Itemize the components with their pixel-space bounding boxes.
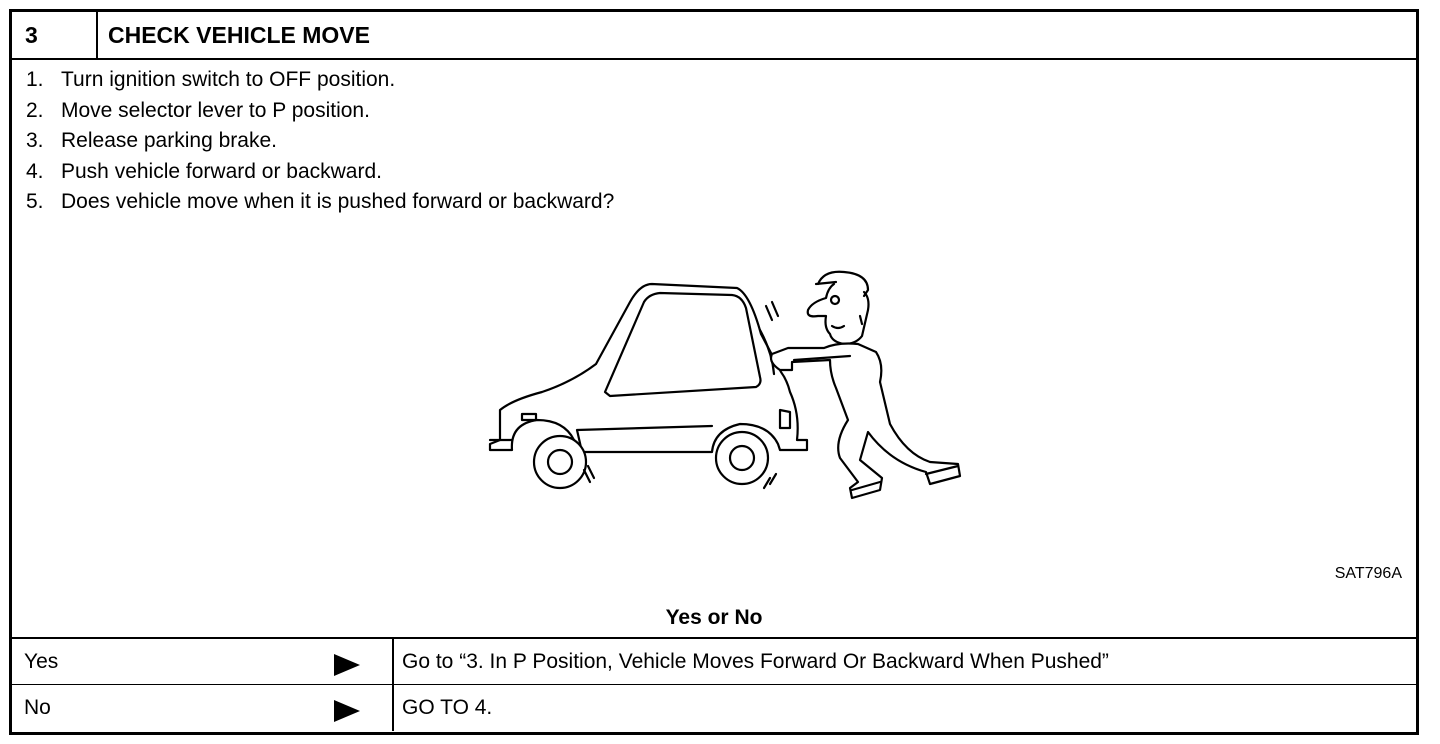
step-header (12, 12, 1416, 60)
step-num: 1. (26, 68, 44, 91)
step-title: CHECK VEHICLE MOVE (108, 22, 370, 48)
step-text: Release parking brake. (61, 129, 277, 152)
procedure-step (26, 187, 614, 218)
step-num: 2. (26, 98, 44, 122)
step-text: Move selector lever to P position. (61, 98, 370, 122)
result-action: Go to “3. In P Position, Vehicle Moves Forward Or Backward When Pushed” (392, 639, 1109, 685)
step-text: Push vehicle forward or backward. (61, 159, 382, 183)
procedure-step (26, 157, 614, 188)
answer-label: Yes (24, 650, 59, 673)
result-row-yes (12, 637, 1416, 685)
arrow-right-icon (334, 700, 360, 722)
step-text: Does vehicle move when it is pushed forward or backward? (61, 190, 615, 213)
answer-label: No (24, 696, 51, 719)
arrow-right-icon (334, 654, 360, 676)
step-text: Turn ignition switch to OFF position. (61, 68, 396, 91)
result-action: GO TO 4. (392, 685, 492, 731)
step-num: 4. (26, 159, 44, 183)
step-num: 5. (26, 190, 44, 213)
procedure-step (26, 65, 614, 96)
diagnostic-step-box (9, 9, 1419, 735)
procedure-list (26, 65, 614, 218)
decision-question: Yes or No (665, 606, 763, 629)
result-row-no (12, 684, 1416, 731)
procedure-step (26, 126, 614, 157)
person-pushing-car-illustration (472, 257, 972, 507)
figure-code: SAT796A (1334, 565, 1402, 582)
procedure-step (26, 96, 614, 127)
step-num: 3. (26, 129, 44, 152)
step-number: 3 (12, 12, 98, 58)
